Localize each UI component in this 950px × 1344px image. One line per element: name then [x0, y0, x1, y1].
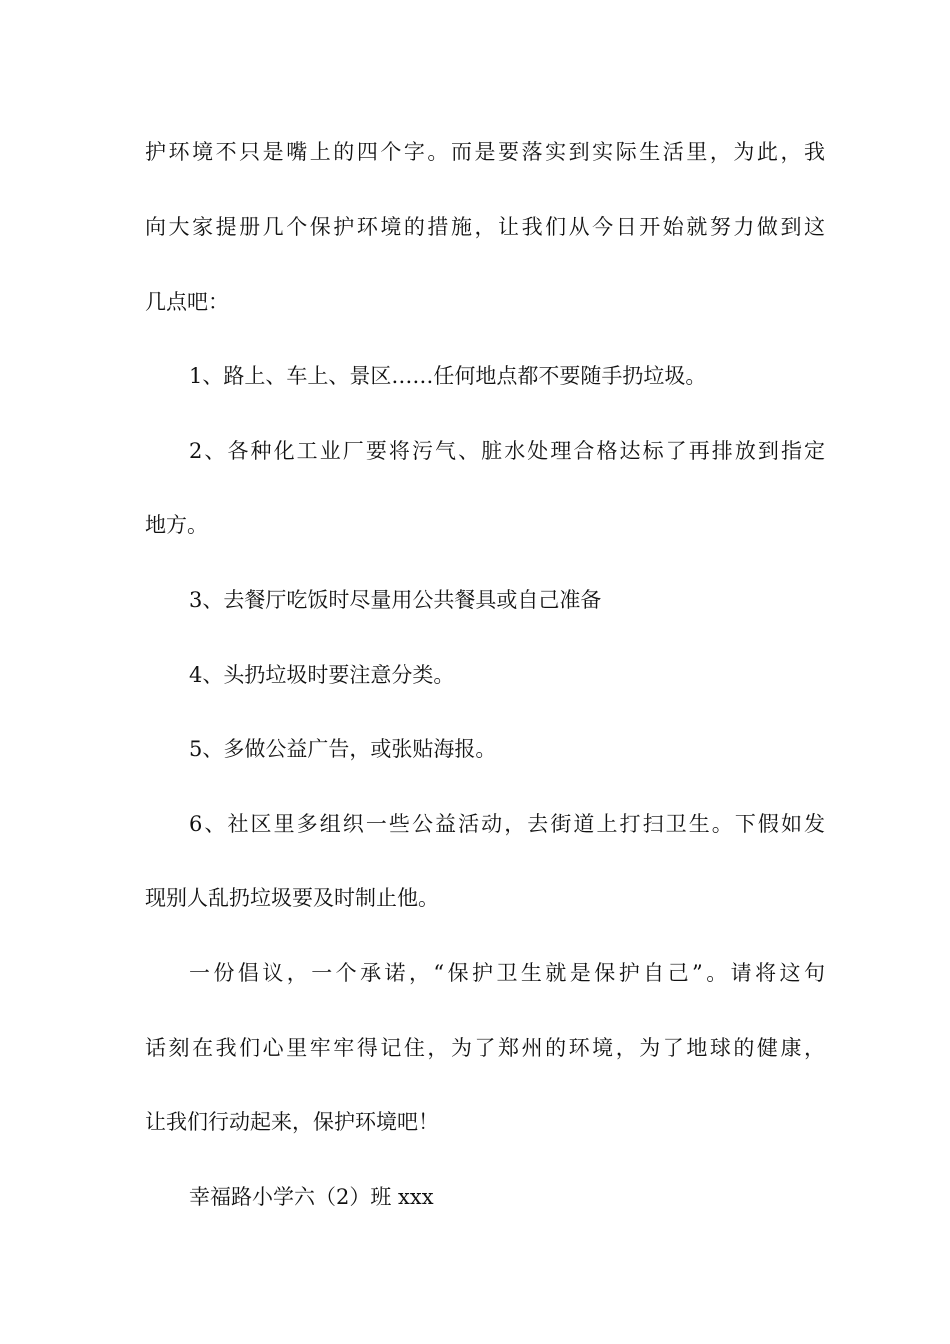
paragraph-line: 几点吧： [145, 290, 229, 314]
signature: 幸福路小学六（2）班 xxx [189, 1185, 434, 1209]
paragraph-line: 向大家提册几个保护环境的措施，让我们从今日开始就努力做到这 [145, 215, 825, 239]
paragraph-line: 护环境不只是嘴上的四个字。而是要落实到实际生活里，为此，我 [145, 140, 825, 164]
closing-paragraph-line: 话刻在我们心里牢牢得记住，为了郑州的环境，为了地球的健康， [145, 1036, 825, 1060]
list-item-3: 3、去餐厅吃饭时尽量用公共餐具或自己准备 [189, 588, 602, 612]
list-item-1: 1、路上、车上、景区……任何地点都不要随手扔垃圾。 [189, 364, 707, 388]
list-item-4: 4、头扔垃圾时要注意分类。 [189, 663, 455, 687]
list-item-6-continuation: 现别人乱扔垃圾要及时制止他。 [145, 886, 439, 910]
list-item-2: 2、各种化工业厂要将污气、脏水处理合格达标了再排放到指定 [189, 439, 825, 463]
closing-paragraph-line: 一份倡议，一个承诺，“保护卫生就是保护自己”。请将这句 [189, 961, 825, 985]
list-item-5: 5、多做公益广告，或张贴海报。 [189, 737, 497, 761]
list-item-6: 6、社区里多组织一些公益活动，去街道上打扫卫生。下假如发 [189, 812, 825, 836]
list-item-2-continuation: 地方。 [145, 513, 208, 537]
closing-paragraph-line: 让我们行动起来，保护环境吧！ [145, 1110, 439, 1134]
